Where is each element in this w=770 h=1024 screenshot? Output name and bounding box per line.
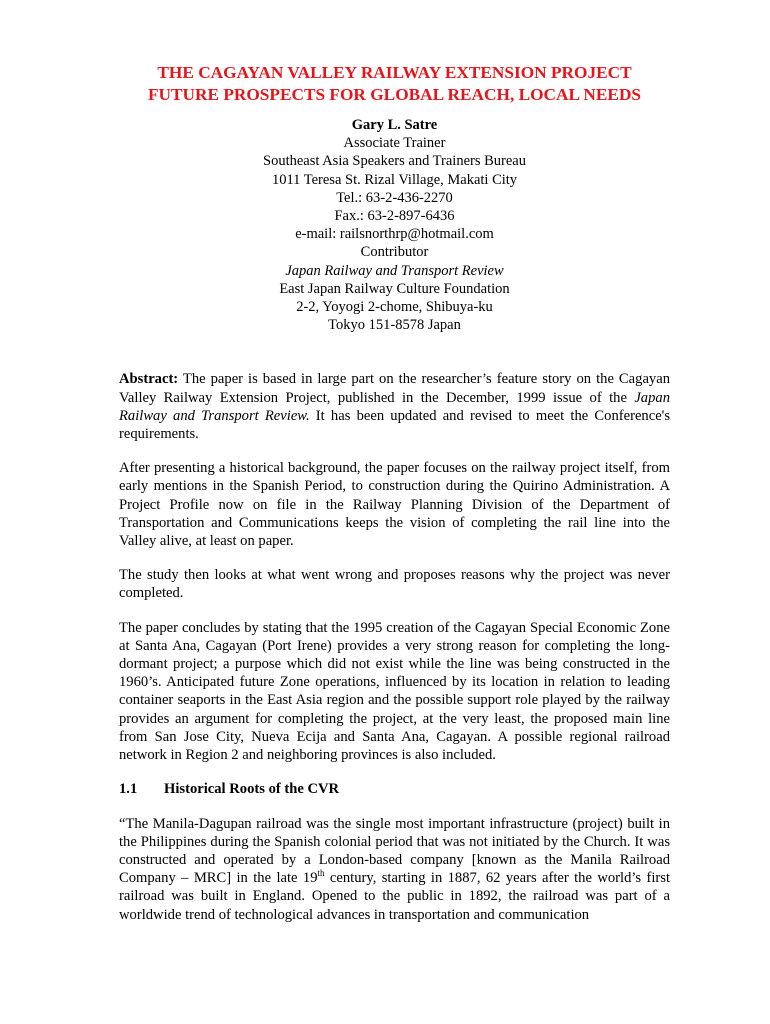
- author-email: e-mail: railsnorthrp@hotmail.com: [295, 226, 494, 243]
- paragraph-conclusion: The paper concludes by stating that the 1995 creation of the Cagayan Special Economic Zone at Santa Ana, Cagayan (Port Irene) provides a very strong reason for completing the long-dormant project; a purpose which did not exist while the line was being constructed in the 1960’s. Anticipated future Zone operations, influenced by its location in relation to leading container seaports in the East Asia region and the possible support role played by the railway provides an argument for completing the project, at the very least, the proposed main line from San Jose City, Nueva Ecija and Santa Ana, Cagayan. A possible regional railroad network in Region 2 and neighboring provinces is also included.: [119, 619, 670, 764]
- author-tel: Tel.: 63-2-436-2270: [336, 189, 453, 206]
- section-title: Historical Roots of the CVR: [164, 781, 340, 798]
- abstract-journal: Japan Railway and Transport Review.: [119, 389, 670, 424]
- title-line-1: THE CAGAYAN VALLEY RAILWAY EXTENSION PROJECT: [157, 63, 632, 82]
- quote-superscript: th: [317, 868, 325, 879]
- author-fax: Fax.: 63-2-897-6436: [334, 208, 455, 225]
- author-position: Associate Trainer: [343, 135, 446, 152]
- abstract-text-1: The paper is based in large part on the researcher’s feature story on the Cagayan Valley Railway Extension Project, published in the December, 1999 issue of the: [119, 371, 670, 406]
- publisher-name: East Japan Railway Culture Foundation: [279, 280, 510, 297]
- title-line-2: FUTURE PROSPECTS FOR GLOBAL REACH, LOCAL NEEDS: [147, 85, 642, 104]
- paragraph-background: After presenting a historical background, the paper focuses on the railway project itself, from early mentions in the Spanish Period, to construction during the Quirino Administration. A Project Profile now on file in the Railway Planning Division of the Department of Transportation and Communications keeps the vision of completing the rail line into the Valley alive, at least on paper.: [119, 460, 670, 550]
- author-name: Gary L. Satre: [351, 117, 438, 133]
- publication-name: Japan Railway and Transport Review: [285, 262, 504, 279]
- quote-text-1: “The Manila-Dagupan railroad was the single most important infrastructure (project) built in the Philippines during the Spanish colonial period that was not initiated by the Church. It was constructed and operated by a London-based company [known as the Manila Railroad Company – MRC] in the late 19: [119, 815, 670, 887]
- abstract-text-2: It has been updated and revised to meet the Conference's requirements.: [119, 407, 670, 443]
- author-role: Contributor: [360, 244, 429, 261]
- section-heading: [119, 780, 670, 798]
- quote-paragraph: [119, 815, 670, 924]
- publisher-address: 2-2, Yoyogi 2-chome, Shibuya-ku: [296, 299, 493, 316]
- author-block: [119, 116, 670, 334]
- paragraph-what-went-wrong: The study then looks at what went wrong and proposes reasons why the project was never completed.: [119, 567, 670, 602]
- section-number: 1.1: [119, 781, 138, 798]
- publisher-city: Tokyo 151-8578 Japan: [328, 317, 461, 334]
- abstract-label: Abstract:: [119, 371, 179, 388]
- author-organization: Southeast Asia Speakers and Trainers Bureau: [263, 153, 526, 170]
- document-title: [99, 62, 690, 106]
- author-address: 1011 Teresa St. Rizal Village, Makati City: [271, 171, 518, 188]
- document-page: [119, 62, 670, 924]
- quote-text-2: century, starting in 1887, 62 years after the world’s first railroad was built in England. Opened to the public in 1892, the railroad was part of a worldwide trend of technological advances in transportation and communication: [119, 870, 670, 923]
- abstract-paragraph: [119, 370, 670, 443]
